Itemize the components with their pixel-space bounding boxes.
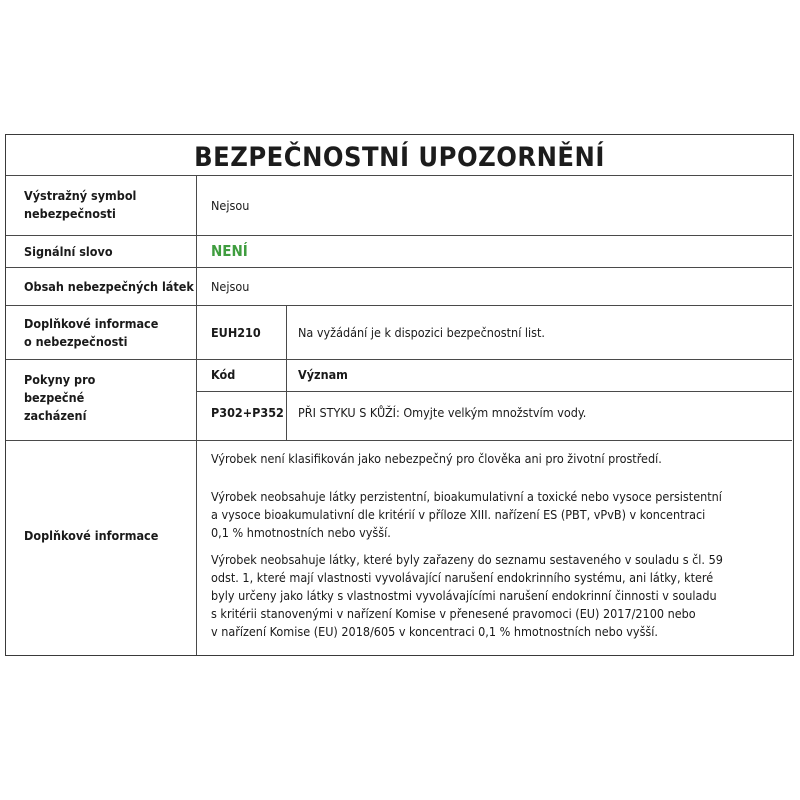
row-label-precautions: Pokyny pro bezpečné zacházení [24, 372, 96, 423]
row-value-hazard-symbol: Nejsou [211, 198, 250, 213]
column-header-code: Kód [211, 367, 236, 382]
divider [6, 175, 792, 176]
row-label-hazard-symbol: Výstražný symbol nebezpečnosti [24, 188, 137, 221]
divider [6, 440, 792, 441]
hazard-code: EUH210 [211, 325, 261, 340]
divider [6, 235, 792, 236]
info-paragraph: Výrobek není klasifikován jako nebezpečný pro člověka ani pro životní prostředí. [211, 451, 662, 466]
row-label-supplementary-hazard: Doplňkové informace o nebezpečnosti [24, 316, 159, 349]
divider [286, 305, 287, 440]
row-value-signal-word: NENÍ [211, 242, 248, 260]
precaution-code: P302+P352 [211, 405, 284, 420]
row-label-hazardous-content: Obsah nebezpečných látek [24, 279, 194, 294]
info-paragraph: Výrobek neobsahuje látky perzistentní, bioakumulativní a toxické nebo vysoce persistentní a vysoce bioakumulativní dle kritérií v příloze XIII. nařízení ES (PBT, vPvB) v koncentraci 0,1 % hmotnostních nebo vyšší. [211, 489, 722, 540]
divider [6, 267, 792, 268]
row-label-supplementary-info: Doplňkové informace [24, 528, 159, 543]
column-header-meaning: Význam [298, 367, 348, 382]
row-value-hazardous-content: Nejsou [211, 279, 250, 294]
row-label-signal-word: Signální slovo [24, 244, 113, 259]
divider [6, 305, 792, 306]
hazard-statement: Na vyžádání je k dispozici bezpečnostní list. [298, 325, 545, 340]
divider [196, 175, 197, 655]
safety-notice-table [5, 134, 794, 656]
precaution-statement: PŘI STYKU S KŮŽÍ: Omyjte velkým množstvím vody. [298, 405, 587, 420]
table-title: BEZPEČNOSTNÍ UPOZORNĚNÍ [194, 142, 605, 173]
info-paragraph: Výrobek neobsahuje látky, které byly zařazeny do seznamu sestaveného v souladu s čl. 59 odst. 1, které mají vlastnosti vyvolávající narušení endokrinního systému, ani látky, které byly určeny jako látky s vlastnostmi vyvolávajícími narušení endokrinní činnosti v souladu s kritérii stanovenými v nařízení Komise v přenesené pravomoci (EU) 2017/2100 nebo v nařízení Komise (EU) 2018/605 v koncentraci 0,1 % hmotnostních nebo vyšší. [211, 552, 723, 639]
divider [6, 359, 792, 360]
